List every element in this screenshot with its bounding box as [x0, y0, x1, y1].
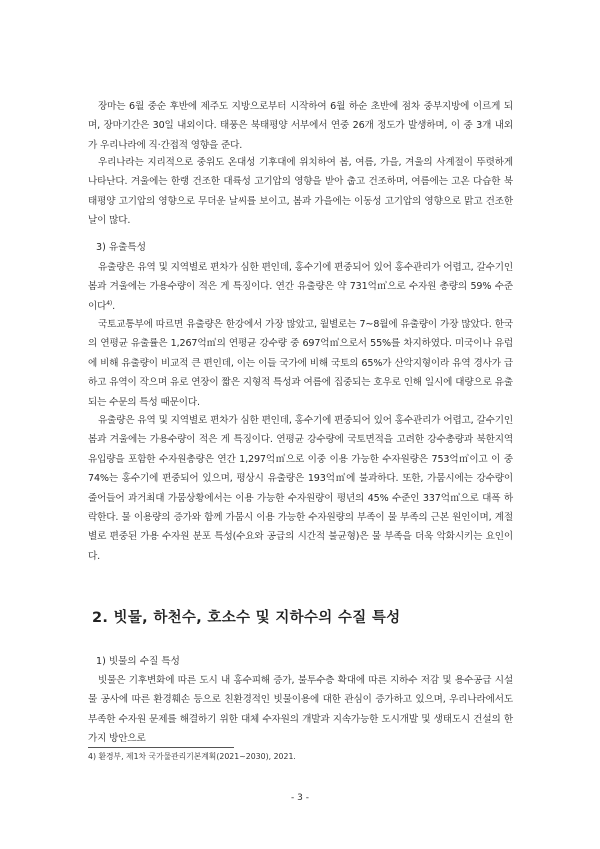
- section-heading: 2. 빗물, 하천수, 호소수 및 지하수의 수질 특성: [92, 610, 401, 626]
- footnote-ref: 4): [106, 299, 113, 307]
- footnote: 4) 환경부, 제1차 국가물관리기본계획(2021~2030), 2021.: [88, 752, 296, 761]
- paragraph-runoff-2: 국토교통부에 따르면 유출량은 한강에서 가장 많았고, 월별로는 7~8월에 유출량이 가장 많았다. 한국의 연평균 유출률은 1,267억㎥의 연평균 강수량 중 697억㎥으로서 55%를 차지하였다. 미국이나 유럽에 비해 유출량이 비교적 큰 편인데, 이는 이들 국가에 비해 국토의 65%가 산악지형이라 유역 경사가 급하고 유역이 작으며 유로 연장이 짧은 지형적 특성과 여름에 집중되는 호우로 인해 일시에 대량으로 유출되는 수문의 특성 때문이다.: [88, 319, 513, 408]
- subheading-rainwater: 1) 빗물의 수질 특성: [96, 656, 180, 667]
- paragraph-runoff-1-text: 유출량은 유역 및 지역별로 편차가 심한 편인데, 홍수기에 편중되어 있어 홍수관리가 어렵고, 갈수기인 봄과 겨울에는 가용수량이 적은 게 특징이다. 연간 유출량은 약 731억㎥으로 수자원 총량의 59% 수준이다: [88, 262, 513, 312]
- paragraph-monsoon: 장마는 6월 중순 후반에 제주도 지방으로부터 시작하여 6월 하순 초반에 점차 중부지방에 이르게 되며, 장마기간은 30일 내외이다. 태풍은 북태평양 서부에서 연중 26개 정도가 발생하며, 이 중 3개 내외가 우리나라에 직·간접적 영향을 준다.: [88, 101, 513, 151]
- paragraph-climate: 우리나라는 지리적으로 중위도 온대성 기후대에 위치하여 봄, 여름, 가을, 겨울의 사계절이 뚜렷하게 나타난다. 겨울에는 한랭 건조한 대륙성 고기압의 영향을 받아 춥고 건조하며, 여름에는 고온 다습한 북태평양 고기압의 영향으로 무더운 날씨를 보이고, 봄과 가을에는 이동성 고기압의 영향으로 맑고 건조한 날이 많다.: [88, 157, 513, 227]
- paragraph-runoff-1-end: .: [112, 300, 116, 312]
- subheading-runoff: 3) 유출특성: [96, 242, 146, 253]
- footnote-divider: [88, 747, 234, 748]
- paragraph-rainwater: 빗물은 기후변화에 따른 도시 내 홍수피해 증가, 불투수층 확대에 따른 지하수 저감 및 용수공급 시설물 공사에 따른 환경훼손 등으로 친환경적인 빗물이용에 대한 관심이 증가하고 있으며, 우리나라에서도 부족한 수자원 문제를 해결하기 위한 대체 수자원의 개발과 지속가능한 도시개발 및 생태도시 건설의 한 가지 방안으로: [88, 675, 513, 745]
- page-number: - 3 -: [291, 793, 309, 803]
- paragraph-runoff-1: [88, 258, 513, 316]
- paragraph-runoff-3: 유출량은 유역 및 지역별로 편차가 심한 편인데, 홍수기에 편중되어 있어 홍수관리가 어렵고, 갈수기인 봄과 겨울에는 가용수량이 적은 게 특징이다. 연평균 강수량에 국토면적을 고려한 강수총량과 북한지역 유입량을 포함한 수자원총량은 연간 1,297억㎥으로 이중 이용 가능한 수자원량은 753억㎥이고 이 중 74%는 홍수기에 편중되어 있으며, 평상시 유출량은 193억㎥에 불과하다. 또한, 가뭄시에는 강수량이 줄어들어 과거최대 가뭄상황에서는 이용 가능한 수자원량이 평년의 45% 수준인 337억㎥으로 대폭 하락한다. 물 이용량의 증가와 함께 가뭄시 이용 가능한 수자원량의 부족이 물 부족의 근본 원인이며, 계절별로 편중된 가용 수자원 분포 특성(수요와 공급의 시간적 불균형)은 물 부족을 더욱 악화시키는 요인이다.: [88, 415, 513, 562]
